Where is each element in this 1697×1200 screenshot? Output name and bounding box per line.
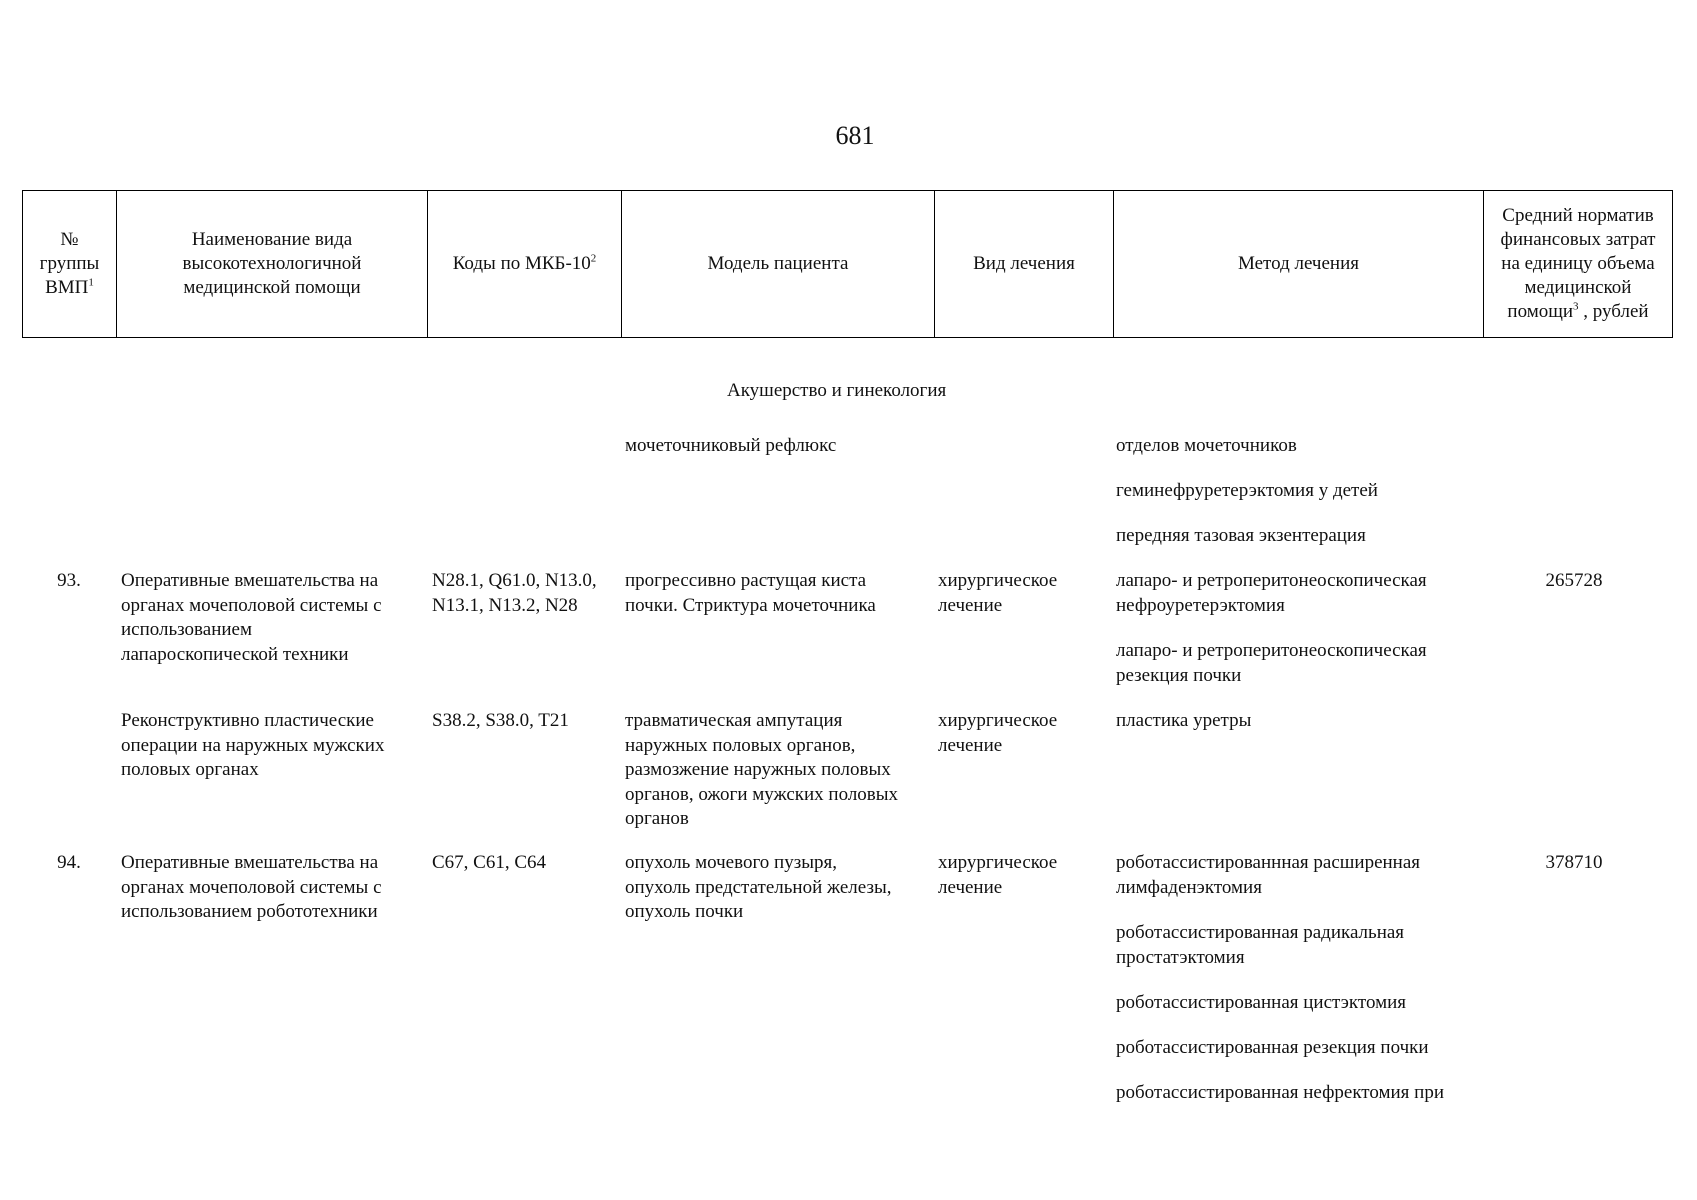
- continuation-patient-model: мочеточниковый рефлюкс: [625, 435, 837, 456]
- header-group-number: № группы ВМП$^1$: [23, 191, 117, 338]
- row94-method-4: роботассистированная резекция почки: [1116, 1037, 1429, 1058]
- table-header: [22, 190, 1673, 338]
- header-icd-codes: Коды по МКБ-$10^2$: [428, 191, 622, 338]
- row93-care-name: Оперативные вмешательства на органах мочеполовой системы с использованием лапароскопической техники: [121, 570, 382, 665]
- row94-number: 94.: [57, 852, 81, 873]
- row93b-method-1: пластика уретры: [1116, 710, 1252, 731]
- row93-cost: 265728: [1545, 570, 1603, 591]
- row93-patient-model: прогрессивно растущая киста почки. Стриктура мочеточника: [625, 570, 876, 616]
- header-treatment-type: Вид лечения: [935, 191, 1114, 338]
- row94-treatment-type: хирургическое лечение: [938, 852, 1058, 898]
- header-patient-model: Модель пациента: [622, 191, 935, 338]
- header-treatment-method: Метод лечения: [1114, 191, 1484, 338]
- row94-patient-model: опухоль мочевого пузыря, опухоль предстательной железы, опухоль почки: [625, 852, 892, 922]
- row94-method-3: роботассистированная цистэктомия: [1116, 992, 1407, 1013]
- row93b-patient-model: травматическая ампутация наружных половых органов, размозжение наружных половых органов, ожоги мужских половых органов: [625, 710, 899, 829]
- continuation-method-1: отделов мочеточников: [1116, 435, 1297, 456]
- row94-method-5: роботассистированная нефректомия при: [1116, 1082, 1445, 1103]
- continuation-method-2: геминефруретерэктомия у детей: [1116, 480, 1378, 501]
- section-title: Акушерство и гинекология: [727, 380, 947, 401]
- row94-method-2: роботассистированная радикальная простатэктомия: [1116, 922, 1405, 968]
- row93b-care-name: Реконструктивно пластические операции на наружных мужских половых органах: [121, 710, 385, 780]
- row93-method-1: лапаро- и ретроперитонеоскопическая нефроуретерэктомия: [1116, 570, 1427, 616]
- header-care-type-name: Наименование вида высокотехнологичной медицинской помощи: [117, 191, 428, 338]
- row93b-treatment-type: хирургическое лечение: [938, 710, 1058, 756]
- row94-method-1: роботассистированнная расширенная лимфаденэктомия: [1116, 852, 1421, 898]
- row94-icd-codes: C67, C61, C64: [432, 852, 547, 873]
- row93-number: 93.: [57, 570, 81, 591]
- continuation-method-3: передняя тазовая экзентерация: [1116, 525, 1366, 546]
- row94-cost: 378710: [1545, 852, 1603, 873]
- row93b-icd-codes: S38.2, S38.0, T21: [432, 710, 569, 731]
- row93-treatment-type: хирургическое лечение: [938, 570, 1058, 616]
- row94-care-name: Оперативные вмешательства на органах мочеполовой системы с использованием робототехники: [121, 852, 382, 922]
- row93-method-2: лапаро- и ретроперитонеоскопическая резекция почки: [1116, 640, 1427, 686]
- page-number: 681: [835, 121, 875, 150]
- row93-icd-codes: N28.1, Q61.0, N13.0, N13.1, N13.2, N28: [432, 570, 597, 616]
- header-average-cost: Средний норматив финансовых затрат на единицу объема медицинской помощи$^3$ , рублей: [1484, 191, 1673, 338]
